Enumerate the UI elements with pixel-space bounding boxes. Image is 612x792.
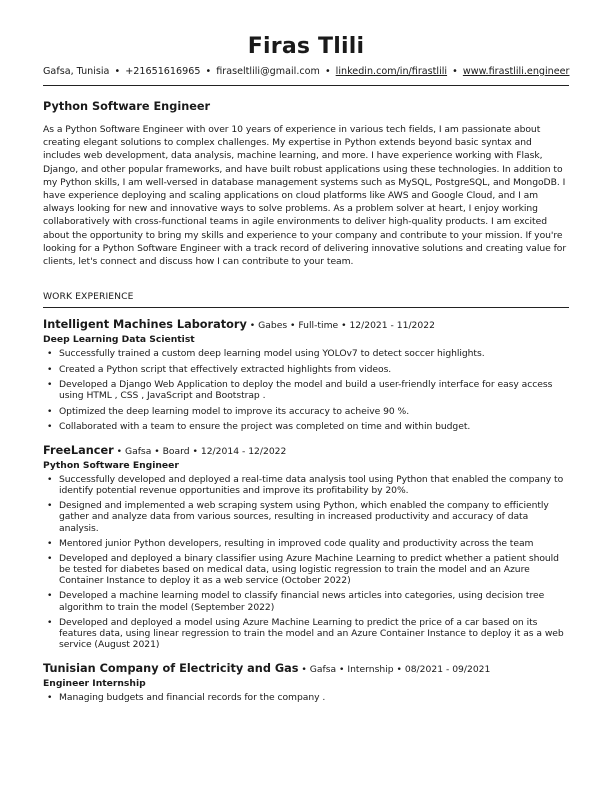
bullet-item: • Optimized the deep learning model to improve its accuracy to acheive 90 %. — [43, 406, 569, 417]
job-entry — [43, 315, 569, 432]
summary-paragraph: As a Python Software Engineer with over 10 years of experience in various tech fields, I am passionate about creating elegant solutions to complex challenges. My expertise in Python extends beyond basic syntax and includes web development, data analysis, machine learning, and more. I have experience working with Flask, Django, and other popular frameworks, and have built robust applications using these technologies. In addition to my Python skills, I am well-versed in database management systems such as MySQL, PostgreSQL, and MongoDB. I have experience deploying and scaling applications on cloud platforms like AWS and Google Cloud, and I am always looking for new and innovative ways to solve problems. As a problem solver at heart, I enjoy working collaboratively with cross-functional teams in agile environments to deliver high-quality products. I am excited about the opportunity to bring my skills and experience to your company and contribute to your mission. If you're looking for a Python Software Engineer with a track record of delivering innovative solutions and creating value for clients, let's connect and discuss how I can contribute to your team. — [43, 124, 567, 268]
separator: • — [205, 66, 212, 77]
separator: • — [114, 66, 121, 77]
job-entry — [43, 441, 569, 651]
linkedin-link[interactable]: linkedin.com/in/firastlili — [335, 66, 448, 77]
company-name: Tunisian Company of Electricity and Gas — [43, 661, 299, 675]
company-name: Intelligent Machines Laboratory — [43, 318, 247, 332]
job-bullets — [43, 348, 569, 432]
bullet-item: • Developed and deployed a binary classifier using Azure Machine Learning to predict whether a patient should be tested for diabetes based on medical data, using logistic regression to train the model and an Azure Container Instance to deploy it as a web service (October 2022) — [43, 553, 569, 587]
phone: +21651616965 — [125, 66, 201, 77]
job-header — [43, 315, 569, 333]
website-link[interactable]: www.firastlili.engineer — [462, 66, 570, 77]
bullet-item: • Developed a machine learning model to classify financial news articles into categories, using decision tree algorithm to train the model (September 2022) — [43, 590, 569, 613]
bullet-item: • Developed and deployed a model using Azure Machine Learning to predict the price of a car based on its features data, using linear regression to train the model and an Azure Container Instance to deploy it as a web service (August 2021) — [43, 617, 569, 651]
job-role: Python Software Engineer — [43, 459, 179, 471]
job-bullets — [43, 692, 569, 703]
section-divider — [43, 307, 569, 308]
company-name: FreeLancer — [43, 443, 114, 457]
job-bullets — [43, 474, 569, 651]
bullet-item: • Mentored junior Python developers, resulting in improved code quality and productivity across the team — [43, 538, 569, 549]
bullet-item: • Successfully trained a custom deep learning model using YOLOv7 to detect soccer highlights. — [43, 348, 569, 359]
email: firaseltlili@gmail.com — [216, 66, 320, 77]
job-role: Deep Learning Data Scientist — [43, 334, 195, 346]
job-meta: • Gafsa • Board • 12/2014 - 12/2022 — [113, 445, 287, 457]
job-header — [43, 441, 569, 459]
bullet-item: • Successfully developed and deployed a real-time data analysis tool using Python that enabled the company to identify potential revenue opportunities and improve its profitability by 20%. — [43, 474, 569, 497]
separator: • — [452, 66, 458, 77]
headline: Python Software Engineer — [43, 100, 211, 113]
candidate-name: Firas Tlili — [247, 34, 365, 59]
job-meta: • Gafsa • Internship • 08/2021 - 09/2021 — [298, 663, 491, 675]
bullet-item: • Developed a Django Web Application to deploy the model and build a user-friendly interface for easy access using HTML , CSS , JavaScript and Bootstrap . — [43, 379, 569, 402]
bullet-item: • Managing budgets and financial records for the company . — [43, 692, 569, 703]
bullet-item: • Created a Python script that effectively extracted highlights from videos. — [43, 364, 569, 375]
header-divider — [43, 85, 569, 86]
job-role: Engineer Internship — [43, 677, 146, 689]
job-header — [43, 659, 569, 677]
job-meta: • Gabes • Full-time • 12/2021 - 11/2022 — [246, 320, 435, 332]
job-entry — [43, 659, 569, 703]
location: Gafsa, Tunisia — [43, 66, 110, 77]
contact-line — [43, 65, 569, 78]
bullet-item: • Designed and implemented a web scraping system using Python, which enabled the company to efficiently gather and analyze data from various sources, resulting in increased productivity and accuracy of data analysis. — [43, 500, 569, 534]
separator: • — [324, 66, 331, 77]
section-title-work-experience: WORK EXPERIENCE — [43, 291, 134, 303]
bullet-item: • Collaborated with a team to ensure the project was completed on time and within budget. — [43, 421, 569, 432]
